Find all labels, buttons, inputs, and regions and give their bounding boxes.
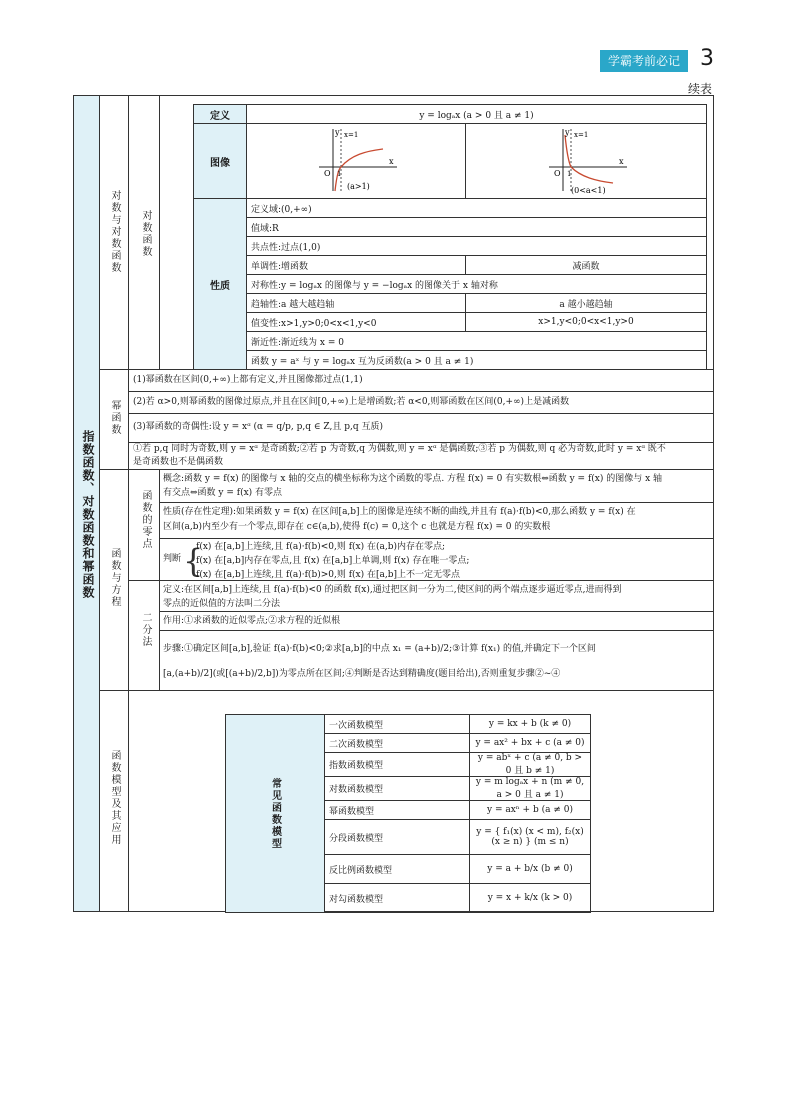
judge-line-3: f(x) 在[a,b]上连续,且 f(a)·f(b)>0,则 f(x) 在[a,b]上不一定无零点 (196, 570, 461, 580)
model-formula: y = { f₁(x) (x < m), f₂(x) (x ≥ n) } (m ≤ n) (470, 820, 591, 855)
grid-line (159, 538, 713, 539)
prop-mono-inc: 单调性:增函数 (247, 256, 466, 275)
model-name: 分段函数模型 (325, 820, 470, 855)
page-number: 3 (700, 46, 714, 71)
bisect-line-2: 零点的近似值的方法叫二分法 (163, 599, 281, 609)
model-name: 对勾函数模型 (325, 884, 470, 913)
power-line-2: (2)若 α>0,则幂函数的图像过原点,并且在区间[0,+∞)上是增函数;若 α<0,则幂函数在区间(0,+∞)上是减函数 (133, 397, 570, 407)
property-label: 性质 (194, 199, 247, 370)
graph-right-note: (0<a<1) (571, 185, 606, 195)
svg-text:y: y (565, 127, 570, 137)
log-graph-decreasing (541, 125, 631, 195)
power-line-3: (3)幂函数的奇偶性:设 y = xᵅ (α = q/p, p,q ∈ Z,且 p,q 互质) (133, 422, 383, 432)
definition-label: 定义 (194, 105, 247, 124)
power-line-1: (1)幂函数在区间(0,+∞)上都有定义,并且图像都过点(1,1) (133, 375, 363, 385)
prop-range: 值域:R (247, 218, 707, 237)
prop-value-left: 值变性:x>1,y>0;0<x<1,y<0 (247, 313, 466, 332)
prop-asymptote: 渐近性:渐近线为 x = 0 (247, 332, 707, 351)
log-outer-label: 对数与对数函数 (109, 190, 120, 274)
grid-line (128, 413, 713, 414)
judge-brace: { (183, 542, 204, 580)
model-name: 二次函数模型 (325, 734, 470, 753)
power-label: 幂函数 (109, 400, 120, 436)
model-label: 函数模型及其应用 (109, 750, 120, 846)
model-formula: y = ax² + bx + c (a ≠ 0) (470, 734, 591, 753)
grid-line (128, 391, 713, 392)
equation-label: 函数与方程 (109, 548, 120, 608)
prop-value-right: x>1,y<0;0<x<1,y>0 (466, 313, 707, 332)
model-formula: y = kx + b (k ≠ 0) (470, 715, 591, 734)
graph-decreasing-cell (466, 124, 707, 199)
continued-label: 续表 (688, 82, 713, 96)
prop-domain: 定义域:(0,+∞) (247, 199, 707, 218)
bisect-label: 二分法 (140, 612, 151, 648)
prop-approach-left: 趋轴性:a 越大越趋轴 (247, 294, 466, 313)
graph-axis-x: x (389, 156, 394, 166)
model-name: 指数函数模型 (325, 753, 470, 777)
model-name: 对数函数模型 (325, 777, 470, 801)
bisect-line-4: 步骤:①确定区间[a,b],验证 f(a)·f(b)<0;②求[a,b]的中点 x₁ = (a+b)/2;③计算 f(x₁) 的值,并确定下一个区间 (163, 644, 596, 654)
model-formula: y = axⁿ + b (a ≠ 0) (470, 801, 591, 820)
graph-one: 1 (337, 169, 342, 178)
bisect-line-1: 定义:在区间[a,b]上连续,且 f(a)·f(b)<0 的函数 f(x),通过把区间一分为二,使区间的两个端点逐步逼近零点,进而得到 (163, 585, 622, 595)
prop-point: 共点性:过点(1,0) (247, 237, 707, 256)
judge-line-2: f(x) 在[a,b]内存在零点,且 f(x) 在[a,b]上单调,则 f(x) 存在唯一零点; (196, 556, 470, 566)
prop-symmetry: 对称性:y = logₐx 的图像与 y = −logₐx 的图像关于 x 轴对称 (247, 275, 707, 294)
zero-line-4: 区间(a,b)内至少有一个零点,即存在 c∈(a,b),使得 f(c) = 0,这个 c 也就是方程 f(x) = 0 的实数根 (163, 522, 551, 532)
svg-text:1: 1 (567, 169, 572, 178)
grid-line (159, 96, 160, 369)
graph-label: 图像 (194, 124, 247, 199)
graph-axis-y: y (335, 127, 340, 137)
book-badge: 学霸考前必记 (600, 50, 688, 72)
side-title: 指数函数、对数函数和幂函数 (81, 430, 95, 599)
graph-origin: O (324, 168, 331, 178)
model-name: 幂函数模型 (325, 801, 470, 820)
graph-increasing-cell (247, 124, 466, 199)
zero-line-3: 性质(存在性定理):如果函数 y = f(x) 在区间[a,b]上的图像是连续不断的曲线,并且有 f(a)·f(b)<0,那么函数 y = f(x) 在 (163, 507, 636, 517)
bisect-line-5: [a,(a+b)/2](或[(a+b)/2,b])为零点所在区间;④判断是否达到精确度(题目给出),否则重复步骤②~④ (163, 669, 561, 679)
model-name: 反比例函数模型 (325, 855, 470, 884)
bisect-line-3: 作用:①求函数的近似零点;②求方程的近似根 (163, 616, 341, 626)
graph-vertical-line: x=1 (344, 130, 359, 139)
model-name: 一次函数模型 (325, 715, 470, 734)
prop-mono-dec: 减函数 (466, 256, 707, 275)
grid-line (159, 611, 713, 612)
model-inner-label: 常见函数模型 (226, 715, 325, 913)
svg-text:x=1: x=1 (574, 130, 589, 139)
log-graph-increasing (311, 125, 401, 195)
model-formula: y = abˣ + c (a ≠ 0, b > 0 且 b ≠ 1) (470, 753, 591, 777)
svg-text:x: x (619, 156, 624, 166)
grid-line (100, 690, 713, 691)
model-formula: y = x + k/x (k > 0) (470, 884, 591, 913)
grid-line (159, 502, 713, 503)
zero-label: 函数的零点 (140, 490, 151, 550)
log-function-table (193, 104, 707, 370)
power-line-5: 是奇函数也不是偶函数 (133, 457, 224, 467)
grid-line (159, 630, 713, 631)
graph-left-note: (a>1) (347, 181, 370, 191)
judge-label: 判断 (163, 554, 182, 564)
model-formula: y = m logₐx + n (m ≠ 0, a > 0 且 a ≠ 1) (470, 777, 591, 801)
grid-line (128, 96, 129, 911)
model-table (225, 714, 591, 913)
model-formula: y = a + b/x (b ≠ 0) (470, 855, 591, 884)
zero-line-1: 概念:函数 y = f(x) 的图像与 x 轴的交点的横坐标称为这个函数的零点. 方程 f(x) = 0 有实数根⇔函数 y = f(x) 的图像与 x 轴 (163, 474, 663, 484)
definition-cell: y = logₐx (a > 0 且 a ≠ 1) (247, 105, 707, 124)
power-line-4: ①若 p,q 同时为奇数,则 y = xᵅ 是奇函数;②若 p 为奇数,q 为偶数,则 y = xᵅ 是偶函数;③若 p 为偶数,则 q 必为奇数,此时 y = xᵅ 既不 (133, 444, 666, 454)
grid-line (100, 469, 713, 470)
judge-line-1: f(x) 在[a,b]上连续,且 f(a)·f(b)<0,则 f(x) 在(a,b)内存在零点; (196, 542, 446, 552)
svg-text:O: O (554, 168, 561, 178)
prop-approach-right: a 越小越趋轴 (466, 294, 707, 313)
log-inner-label: 对数函数 (140, 210, 151, 258)
zero-line-2: 有交点⇔函数 y = f(x) 有零点 (163, 488, 283, 498)
prop-inverse: 函数 y = aˣ 与 y = logₐx 互为反函数(a > 0 且 a ≠ 1) (247, 351, 707, 370)
